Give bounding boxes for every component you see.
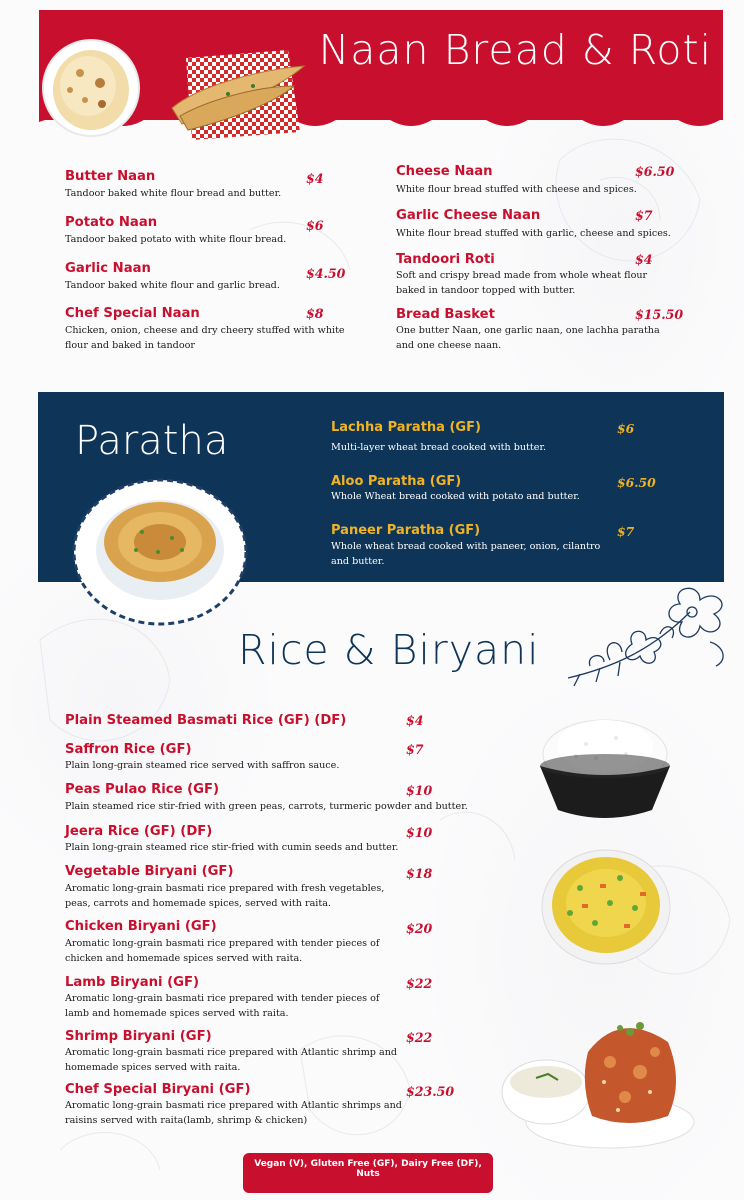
menu-item-price: $4: [406, 713, 424, 728]
menu-item-price: $6: [306, 218, 324, 233]
menu-item-description: Aromatic long-grain basmati rice prepared with fresh vegetables,: [65, 883, 385, 894]
menu-item-name: Jeera Rice (GF) (DF): [65, 824, 213, 839]
menu-item-description: Plain steamed rice stir-fried with green peas, carrots, turmeric powder and butter.: [65, 801, 468, 812]
menu-item-description: and butter.: [331, 556, 385, 567]
menu-item-name: Cheese Naan: [396, 164, 493, 179]
naan-section-title: Naan Bread & Roti: [318, 26, 712, 74]
menu-item-price: $8: [306, 306, 324, 321]
menu-item-description: White flour bread stuffed with cheese and spices.: [396, 184, 637, 195]
menu-item-description: Tandoor baked potato with white flour bread.: [65, 234, 287, 245]
menu-item-price: $6: [617, 421, 635, 436]
menu-item-description: Aromatic long-grain basmati rice prepared with tender pieces of: [65, 938, 380, 949]
menu-item-description: Whole Wheat bread cooked with potato and butter.: [331, 491, 580, 502]
menu-item-description: baked in tandoor topped with butter.: [396, 285, 576, 296]
menu-item-price: $7: [406, 742, 424, 757]
biryani-with-raita-photo: [500, 1012, 696, 1152]
paratha-plate-photo: [72, 472, 248, 626]
menu-item-description: Multi-layer wheat bread cooked with butter.: [331, 442, 547, 453]
menu-item-name: Plain Steamed Basmati Rice (GF) (DF): [65, 713, 347, 728]
menu-item-name: Bread Basket: [396, 307, 495, 322]
menu-item-description: Aromatic long-grain basmati rice prepared with Atlantic shrimps and: [65, 1100, 402, 1111]
menu-item-description: Tandoor baked white flour bread and butter.: [65, 188, 282, 199]
menu-item-name: Peas Pulao Rice (GF): [65, 782, 219, 797]
menu-item-name: Vegetable Biryani (GF): [65, 864, 234, 879]
menu-item-description: flour and baked in tandoor: [65, 340, 195, 351]
menu-item-price: $10: [406, 825, 433, 840]
dietary-legend-text: Vegan (V), Gluten Free (GF), Dairy Free (DF), Nuts: [254, 1159, 482, 1179]
menu-item-description: raisins served with raita(lamb, shrimp & chicken): [65, 1115, 308, 1126]
menu-item-description: Aromatic long-grain basmati rice prepared with Atlantic shrimp and: [65, 1047, 398, 1058]
menu-item-price: $22: [406, 1030, 433, 1045]
naan-on-checkered-paper-photo: [168, 46, 308, 142]
menu-item-name: Chef Special Naan: [65, 306, 200, 321]
menu-item-description: homemade spices served with raita.: [65, 1062, 241, 1073]
menu-item-name: Chef Special Biryani (GF): [65, 1082, 251, 1097]
menu-item-price: $15.50: [635, 307, 684, 322]
menu-item-name: Garlic Naan: [65, 261, 151, 276]
menu-item-description: Tandoor baked white flour and garlic bread.: [65, 280, 280, 291]
menu-item-price: $6.50: [617, 475, 656, 490]
menu-item-name: Lachha Paratha (GF): [331, 420, 481, 435]
rice-section-title: Rice & Biryani: [238, 626, 540, 674]
white-rice-bowl-photo: [536, 714, 674, 824]
menu-item-name: Potato Naan: [65, 215, 158, 230]
menu-item-name: Aloo Paratha (GF): [331, 474, 462, 489]
menu-item-price: $18: [406, 866, 433, 881]
menu-item-name: Paneer Paratha (GF): [331, 523, 481, 538]
menu-item-price: $10: [406, 783, 433, 798]
menu-item-name: Tandoori Roti: [396, 252, 495, 267]
menu-item-description: peas, carrots and homemade spices, served with raita.: [65, 898, 331, 909]
menu-item-description: chicken and homemade spices served with raita.: [65, 953, 303, 964]
menu-item-description: Whole wheat bread cooked with paneer, onion, cilantro: [331, 541, 601, 552]
menu-item-description: Plain long-grain steamed rice served with saffron sauce.: [65, 760, 340, 771]
menu-item-price: $4: [635, 252, 653, 267]
menu-item-name: Lamb Biryani (GF): [65, 975, 200, 990]
menu-item-description: and one cheese naan.: [396, 340, 502, 351]
menu-item-name: Saffron Rice (GF): [65, 742, 192, 757]
menu-item-price: $22: [406, 976, 433, 991]
menu-item-description: lamb and homemade spices served with raita.: [65, 1008, 289, 1019]
menu-item-description: White flour bread stuffed with garlic, cheese and spices.: [396, 228, 671, 239]
menu-item-price: $20: [406, 921, 433, 936]
menu-item-description: Soft and crispy bread made from whole wheat flour: [396, 270, 648, 281]
menu-item-description: Plain long-grain steamed rice stir-fried with cumin seeds and butter.: [65, 842, 399, 853]
menu-item-description: Aromatic long-grain basmati rice prepared with tender pieces of: [65, 993, 380, 1004]
menu-item-name: Butter Naan: [65, 169, 156, 184]
menu-item-price: $4: [306, 171, 324, 186]
naan-bread-photo: [40, 38, 142, 138]
menu-item-price: $4.50: [306, 266, 346, 281]
menu-item-name: Chicken Biryani (GF): [65, 919, 217, 934]
menu-item-price: $6.50: [635, 164, 675, 179]
paratha-section-title: Paratha: [75, 418, 229, 464]
floral-line-art-icon: [560, 582, 740, 692]
menu-item-name: Shrimp Biryani (GF): [65, 1029, 212, 1044]
menu-item-description: Chicken, onion, cheese and dry cheery stuffed with white: [65, 325, 345, 336]
menu-item-price: $23.50: [406, 1084, 455, 1099]
menu-item-price: $7: [617, 524, 635, 539]
menu-item-price: $7: [635, 208, 653, 223]
menu-item-description: One butter Naan, one garlic naan, one lachha paratha: [396, 325, 660, 336]
pulao-rice-photo: [540, 848, 672, 966]
menu-item-name: Garlic Cheese Naan: [396, 208, 541, 223]
